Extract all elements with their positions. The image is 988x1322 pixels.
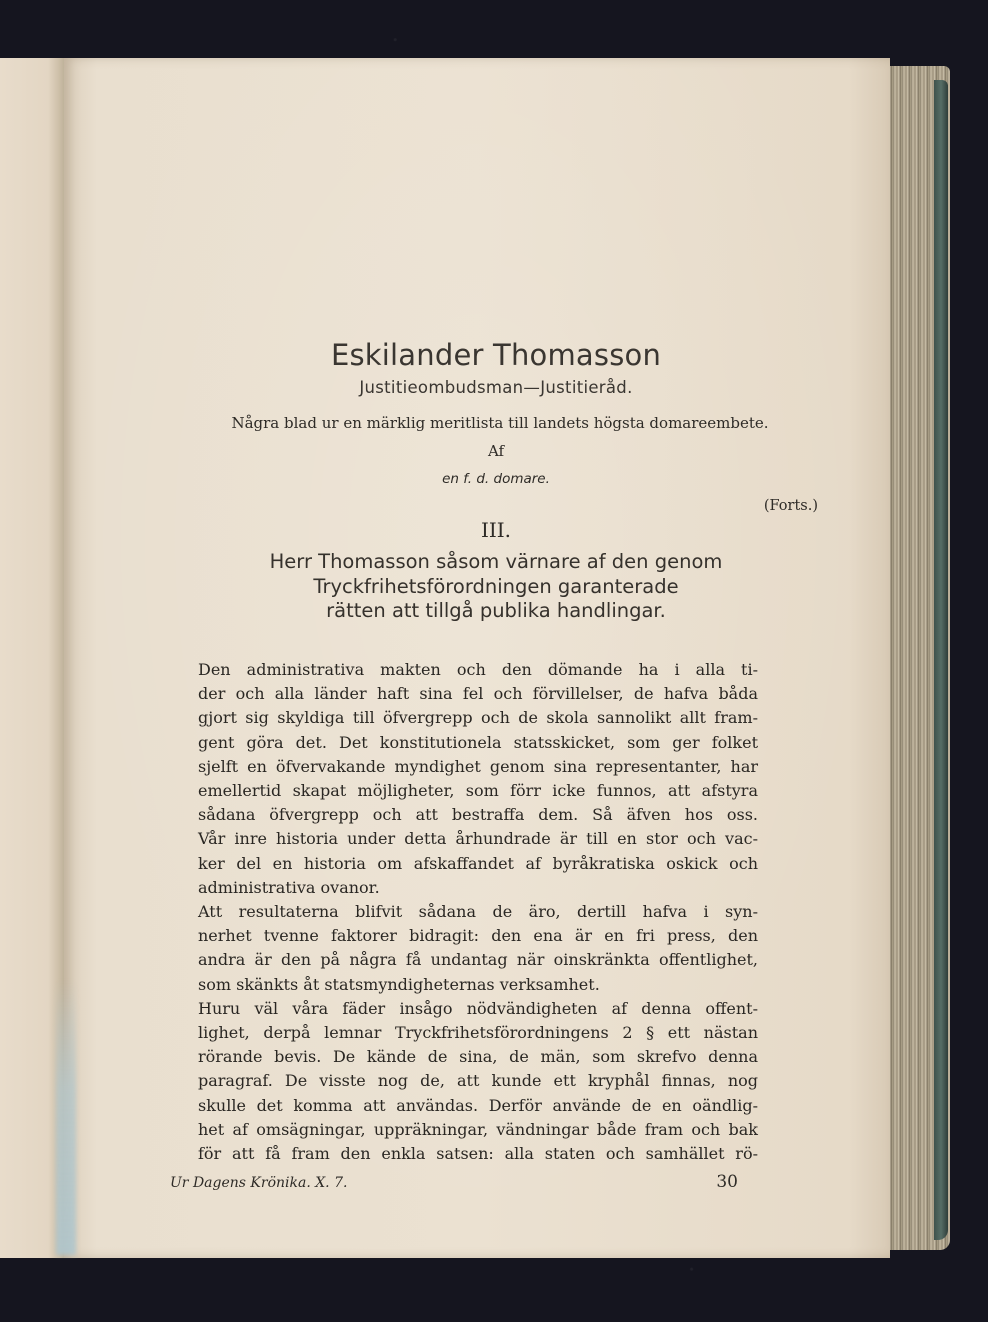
text-line: sjelft en öfvervakande myndighet genom sina representanter, har	[198, 756, 758, 776]
text-line: gent göra det. Det konstitutionela statsskicket, som ger folket	[198, 732, 758, 752]
text-line: rörande bevis. De kände de sina, de män, som skrefvo denna	[198, 1047, 758, 1067]
text-line: Den administrativa makten och den dömande ha i alla ti-	[198, 660, 758, 679]
section-title-line: rätten att tillgå publika handlingar.	[326, 599, 666, 622]
text-line: gjort sig skyldiga till öfvergrepp och de skola sannolikt allt fram-	[198, 708, 758, 728]
byline-prefix: Af	[487, 442, 505, 460]
section-title-line: Herr Thomasson såsom värnare af den genom	[269, 550, 723, 573]
text-line: Huru väl våra fäder insågo nödvändigheten af denna offent-	[198, 998, 758, 1018]
text-line: andra är den på några få undantag när oinskränkta offentlighet,	[198, 950, 758, 970]
book-cover-edge	[934, 80, 948, 1240]
text-line: skulle det komma att användas. Derför använde de en oändlig-	[198, 1095, 758, 1115]
text-line: nerhet tvenne faktorer bidragit: den ena är en fri press, den	[198, 926, 758, 946]
article-title: Eskilander Thomasson	[330, 338, 662, 372]
text-line: administrativa ovanor.	[198, 877, 380, 897]
book-page	[64, 58, 890, 1258]
body-text	[160, 658, 758, 1166]
text-line: som skänkts åt statsmyndigheternas verksamhet.	[198, 974, 600, 994]
section-title	[166, 550, 826, 624]
water-stain	[56, 980, 76, 1255]
text-line: Vår inre historia under detta århundrade är till en stor och vac-	[198, 829, 758, 849]
paragraph-1	[160, 658, 758, 900]
text-line: Att resultaterna blifvit sådana de äro, dertill hafva i syn-	[198, 902, 758, 922]
text-line: emellertid skapat möjligheter, som förr icke funnos, att afstyra	[198, 781, 758, 801]
section-title-line: Tryckfrihetsförordningen garanterade	[313, 574, 679, 598]
text-line: lighet, derpå lemnar Tryckfrihetsförordningens 2 § ett nästan	[198, 1023, 758, 1043]
facing-page-edge	[0, 58, 64, 1258]
continued-note: (Forts.)	[763, 498, 818, 514]
section-number: III.	[480, 518, 512, 542]
text-line: sådana öfvergrepp och att bestraffa dem. Så äfven hos oss.	[198, 805, 758, 825]
text-line: der och alla länder haft sina fel och förvillelser, de hafva båda	[198, 684, 758, 704]
text-line: paragraf. De visste nog de, att kunde ett kryphål finnas, nog	[198, 1071, 758, 1091]
page-number: 30	[716, 1172, 738, 1192]
signature-mark: Ur Dagens Krönika. X. 7.	[170, 1175, 348, 1191]
text-line: för att få fram den enkla satsen: alla staten och samhället rö-	[198, 1144, 758, 1164]
text-line: het af omsägningar, uppräkningar, vändningar både fram och bak	[198, 1119, 758, 1139]
article-subtitle: Justitieombudsman—Justitieråd.	[359, 378, 633, 397]
text-line: ker del en historia om afskaffandet af byråkratiska oskick och	[198, 853, 758, 873]
paragraph-2	[160, 900, 758, 997]
article-tagline: Några blad ur en märklig meritlista till landets högsta domareembete.	[231, 414, 769, 432]
byline-author: en f. d. domare.	[442, 471, 550, 487]
paragraph-3	[160, 997, 758, 1166]
